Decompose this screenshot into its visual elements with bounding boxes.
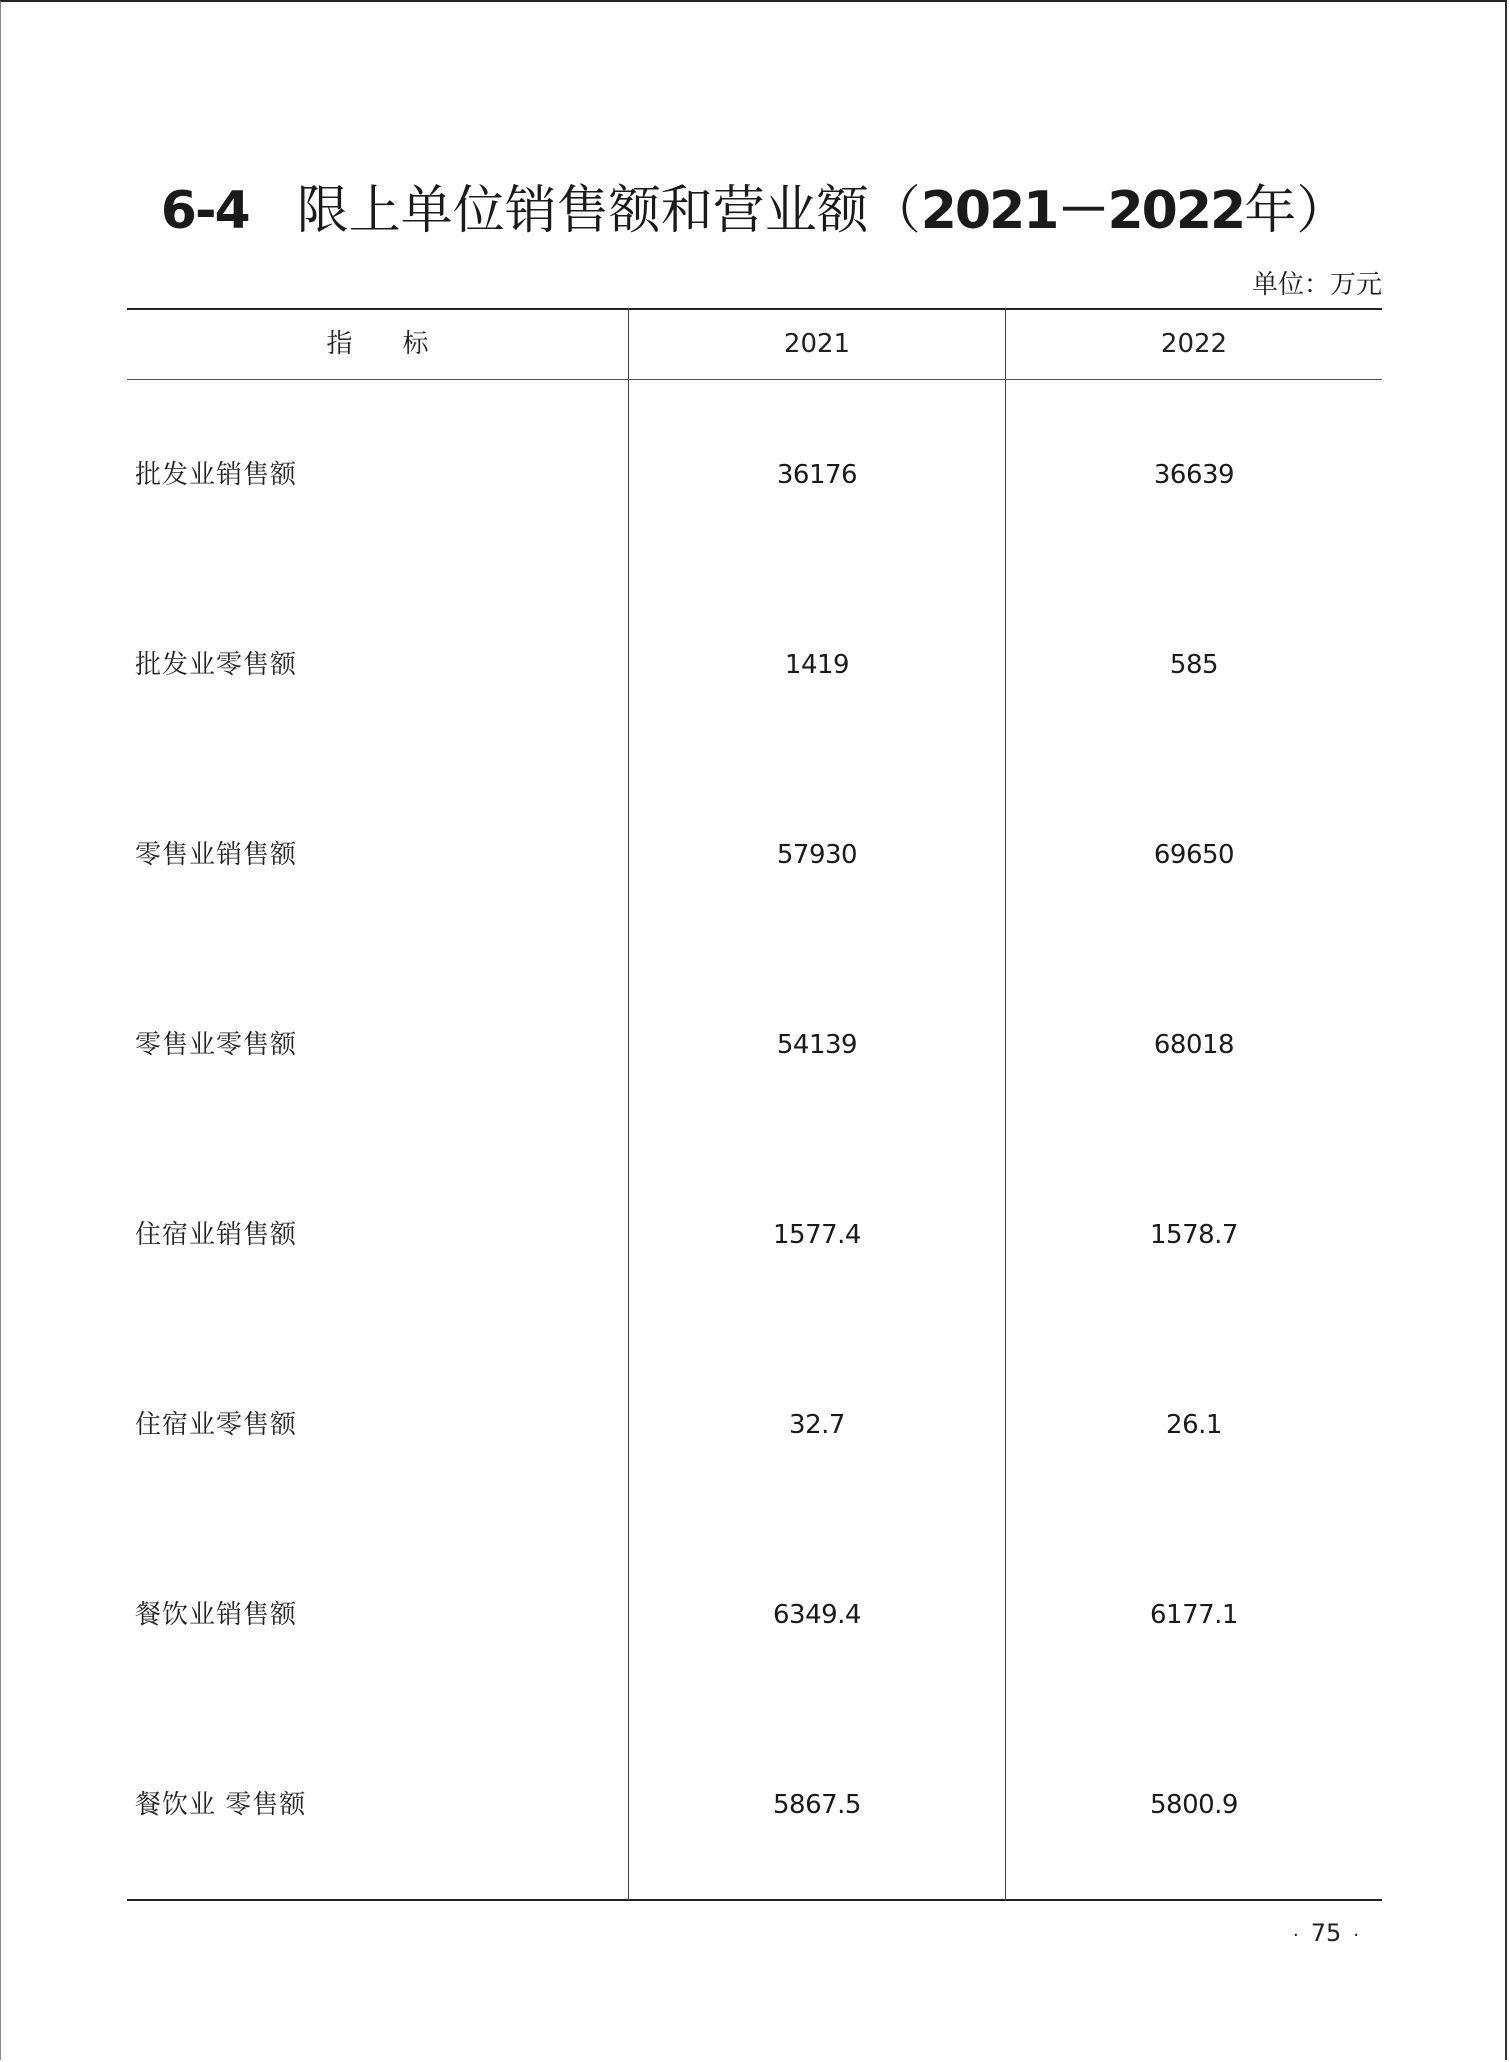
footer-dot: · xyxy=(1353,1925,1359,1946)
table-row xyxy=(127,1140,1382,1330)
table-row xyxy=(127,570,1382,760)
row-label: 餐饮业销售额 xyxy=(135,1600,298,1630)
table-row xyxy=(127,950,1382,1140)
table-number: 6-4 xyxy=(160,181,249,241)
table-row xyxy=(127,760,1382,950)
table-row xyxy=(127,380,1382,570)
data-table xyxy=(127,308,1382,1901)
title-years: 2021－2022 xyxy=(920,181,1245,241)
table-row xyxy=(127,1520,1382,1710)
value-2021: 57930 xyxy=(776,840,858,870)
table-row xyxy=(127,1710,1382,1900)
value-2021: 6349.4 xyxy=(773,1600,861,1630)
value-2022: 5800.9 xyxy=(1150,1790,1238,1820)
value-2021: 36176 xyxy=(776,460,858,490)
row-label: 住宿业零售额 xyxy=(135,1410,298,1440)
title-text: 限上单位销售额和营业额（ xyxy=(296,181,921,241)
page-number: 75 xyxy=(1310,1919,1342,1947)
unit-label: 单位：万元 xyxy=(1251,270,1382,300)
title-suffix: 年） xyxy=(1244,181,1349,241)
value-2021: 1419 xyxy=(784,650,850,680)
value-2022: 1578.7 xyxy=(1150,1220,1238,1250)
row-label: 餐饮业 零售额 xyxy=(135,1790,307,1820)
header-indicator: 指标 xyxy=(326,329,479,359)
header-year-2021: 2021 xyxy=(783,329,851,359)
value-2022: 26.1 xyxy=(1166,1410,1222,1440)
page-footer xyxy=(1281,1918,1371,1951)
row-label: 批发业零售额 xyxy=(135,650,298,680)
value-2021: 32.7 xyxy=(789,1410,845,1440)
value-2021: 5867.5 xyxy=(773,1790,861,1820)
value-2021: 1577.4 xyxy=(773,1220,861,1250)
row-label: 批发业销售额 xyxy=(135,460,298,490)
footer-dot: · xyxy=(1292,1925,1299,1946)
row-label: 零售业零售额 xyxy=(135,1030,298,1060)
value-2022: 36639 xyxy=(1153,460,1235,490)
value-2021: 54139 xyxy=(776,1030,858,1060)
page-title xyxy=(0,178,1509,244)
row-label: 零售业销售额 xyxy=(135,840,298,870)
value-2022: 68018 xyxy=(1153,1030,1235,1060)
table-row xyxy=(127,1330,1382,1520)
row-label: 住宿业销售额 xyxy=(135,1220,298,1250)
value-2022: 585 xyxy=(1169,650,1219,680)
header-year-2022: 2022 xyxy=(1160,329,1228,359)
value-2022: 69650 xyxy=(1153,840,1235,870)
value-2022: 6177.1 xyxy=(1150,1600,1238,1630)
